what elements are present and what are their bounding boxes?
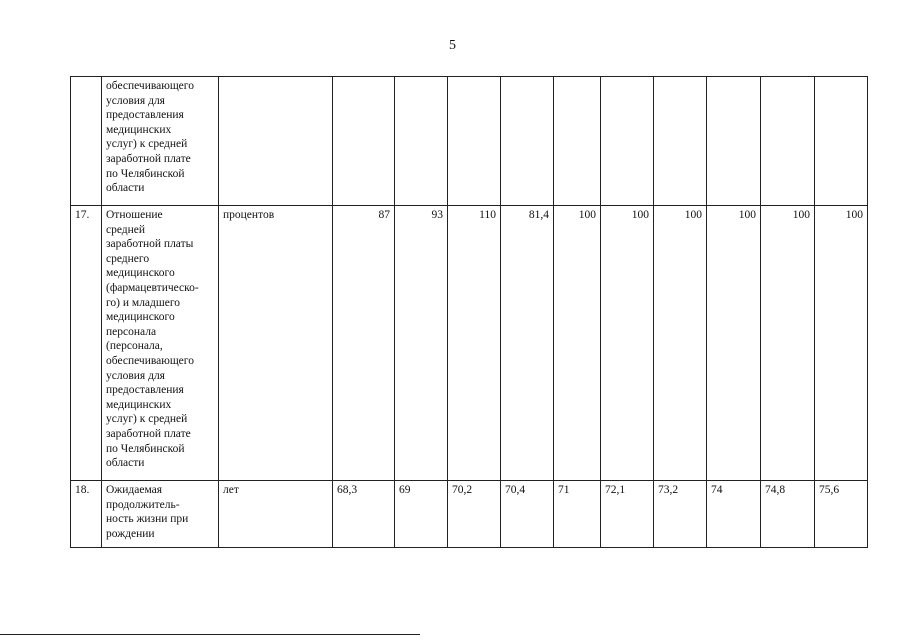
description-line: Отношение <box>106 209 163 221</box>
description-line: заработной плате <box>106 427 191 440</box>
description-line: среднего <box>106 252 150 265</box>
value-cell: 100 <box>707 206 761 481</box>
description-line: условия для <box>106 94 165 107</box>
description-line: предоставления <box>106 384 184 397</box>
value-cell <box>501 77 554 206</box>
table-row <box>71 77 868 206</box>
value-cell: 110 <box>448 206 501 481</box>
value-cell <box>654 77 707 206</box>
indicator-description <box>102 77 219 206</box>
unit-cell: лет <box>219 481 333 548</box>
value-cell: 75,6 <box>815 481 868 548</box>
description-line: заработной платы <box>106 238 194 251</box>
value-cell: 73,2 <box>654 481 707 548</box>
value-cell: 87 <box>333 206 395 481</box>
value-cell: 81,4 <box>501 206 554 481</box>
row-index: 18. <box>71 481 102 548</box>
description-line: го) и младшего <box>106 296 181 309</box>
value-cell <box>448 77 501 206</box>
footnote-rule <box>0 634 420 635</box>
value-cell <box>601 77 654 206</box>
value-cell <box>395 77 448 206</box>
description-line: медицинских <box>106 123 172 136</box>
description-line: заработной плате <box>106 152 191 165</box>
description-line: средней <box>106 223 146 236</box>
description-line: обеспечивающего <box>106 80 194 92</box>
description-line: медицинского <box>106 311 175 324</box>
description-line: условия для <box>106 369 165 382</box>
row-index: 17. <box>71 206 102 481</box>
description-line: персонала <box>106 325 157 338</box>
value-cell: 72,1 <box>601 481 654 548</box>
row-index <box>71 77 102 206</box>
description-line: ность жизни при <box>106 513 189 526</box>
value-cell <box>554 77 601 206</box>
description-line: области <box>106 457 145 470</box>
description-line: обеспечивающего <box>106 354 194 367</box>
value-cell: 93 <box>395 206 448 481</box>
value-cell: 100 <box>554 206 601 481</box>
value-cell <box>815 77 868 206</box>
value-cell: 71 <box>554 481 601 548</box>
description-line: продолжитель- <box>106 498 180 511</box>
unit-cell <box>219 77 333 206</box>
description-line: рождении <box>106 527 155 540</box>
table-row <box>71 481 868 548</box>
description-line: области <box>106 182 145 195</box>
value-cell: 100 <box>761 206 815 481</box>
description-line: медицинского <box>106 267 175 280</box>
description-line: услуг) к средней <box>106 138 188 151</box>
description-line: услуг) к средней <box>106 413 188 426</box>
value-cell: 74,8 <box>761 481 815 548</box>
description-line: медицинских <box>106 398 172 411</box>
description-line: по Челябинской <box>106 167 185 180</box>
value-cell: 70,2 <box>448 481 501 548</box>
description-line: по Челябинской <box>106 442 185 455</box>
table-row <box>71 206 868 481</box>
value-cell: 74 <box>707 481 761 548</box>
page-number: 5 <box>449 38 456 53</box>
description-line: Ожидаемая <box>106 484 163 496</box>
description-line: (персонала, <box>106 340 163 353</box>
value-cell: 100 <box>601 206 654 481</box>
value-cell: 70,4 <box>501 481 554 548</box>
unit-cell: процентов <box>219 206 333 481</box>
value-cell <box>761 77 815 206</box>
value-cell: 69 <box>395 481 448 548</box>
indicator-description <box>102 206 219 481</box>
indicator-table <box>70 76 868 548</box>
value-cell: 68,3 <box>333 481 395 548</box>
value-cell <box>707 77 761 206</box>
value-cell: 100 <box>654 206 707 481</box>
indicator-description <box>102 481 219 548</box>
value-cell: 100 <box>815 206 868 481</box>
value-cell <box>333 77 395 206</box>
description-line: (фармацевтическо- <box>106 281 199 294</box>
description-line: предоставления <box>106 109 184 122</box>
